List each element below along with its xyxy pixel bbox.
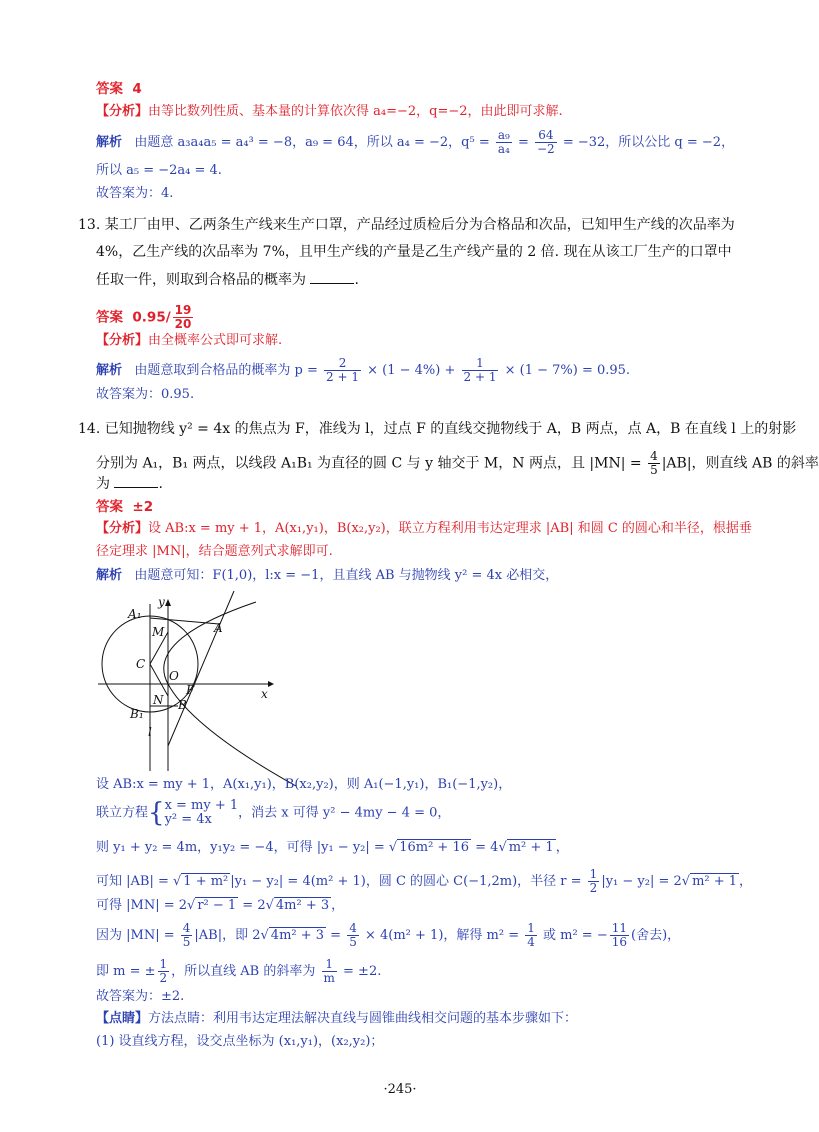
label-f: F xyxy=(186,683,195,697)
answer-value: 4 xyxy=(132,81,142,97)
parabola-circle-figure xyxy=(96,596,276,776)
solution-label: 解析 xyxy=(96,568,123,583)
fraction: $\frac{4}{5}$ xyxy=(349,921,357,949)
solution-label: 解析 xyxy=(96,135,123,150)
radius-cn xyxy=(150,664,168,696)
solution-text: 由题意 a₃a₄a₅ = a₄³ = −8，a₉ = 64，所以 a₄ = −2，q⁵ = xyxy=(134,135,494,150)
label-m: M xyxy=(152,625,165,639)
label-c: C xyxy=(136,657,146,671)
label-n: N xyxy=(153,693,164,707)
q14-step1: 设 AB:x = my + 1，A(x₁,y₁)，B(x₂,y₂)，则 A₁(−1,y₁)，B₁(−1,y₂)， xyxy=(96,777,512,792)
y-axis-arrow xyxy=(165,599,171,606)
tip-tag: 【点睛】 xyxy=(96,1011,149,1026)
fraction: $\frac{1}{2 + 1}$ xyxy=(463,356,497,384)
q13-solution: 解析 由题意取到合格品的概率为 p = $\frac{2}{2 + 1}$ × (1 − 4%) + $\frac{1}{2 + 1}$ × (1 − 7%) = 0.95. xyxy=(96,356,631,384)
q14-step7: 即 m = ± $\frac{1}{2}$ ，所以直线 AB 的斜率为 $\frac{1}{m}$ = ±2. xyxy=(96,957,382,985)
answer-blank xyxy=(310,271,354,284)
label-l: l xyxy=(148,725,152,739)
q14-step4: 可知 |AB| = √ 1 + m² |y₁ − y₂| = 4(m² + 1)，圆 C 的圆心 C(−1,2m)，半径 r = $\frac{1}{2}$ |y₁ − y₂| = 2√ m² + 1 ， xyxy=(96,867,753,895)
q13-question-line3: 任取一件，则取到合格品的概率为 . xyxy=(96,272,359,288)
q14-step5: 可得 |MN| = 2√ r² − 1 = 2√ 4m² + 3 ， xyxy=(96,898,345,913)
q14-analysis-line1: 【分析】设 AB:x = my + 1，A(x₁,y₁)，B(x₂,y₂)，联立方程利用韦达定理求 |AB| 和圆 C 的圆心和半径，根据垂 xyxy=(96,521,752,536)
answer-label: 答案 xyxy=(96,499,123,515)
fraction: $\frac{1}{2}$ xyxy=(159,957,168,985)
label-y: y xyxy=(158,595,165,609)
q14-analysis-line2: 径定理求 |MN|，结合题意列式求解即可. xyxy=(96,544,333,559)
fraction: $\frac{11}{16}$ xyxy=(611,921,628,949)
answer-label: 答案 xyxy=(96,309,123,326)
equation-system: x = my + 1 y² = 4x xyxy=(164,798,239,827)
q14-answer-line xyxy=(96,498,153,516)
fraction: $\frac{1}{2}$ xyxy=(589,867,598,895)
q12-answer-line xyxy=(96,80,142,98)
label-a1: A₁ xyxy=(128,607,142,621)
fraction: $\frac{2}{2 + 1}$ xyxy=(326,356,359,384)
fraction: $\frac{1}{m}$ xyxy=(323,957,335,985)
label-x: x xyxy=(261,687,268,701)
q14-question-line1: 14. 已知抛物线 y² = 4x 的焦点为 F，准线为 l，过点 F 的直线交抛物线于 A，B 两点，点 A，B 在直线 l 上的射影 xyxy=(78,421,797,437)
q14-step6: 因为 |MN| = $\frac{4}{5}$ |AB|，即 2√ 4m² + 3 = $\frac{4}{5}$ × 4(m² + 1)，解得 m² = $\frac{1}{4}$ 或 m² = − $\frac{11}{16}$ (舍去)， xyxy=(96,921,681,949)
answer-label: 答案 xyxy=(96,81,123,97)
q12-conclusion: 故答案为：4. xyxy=(96,186,174,201)
q14-solution-intro: 解析 由题意可知：F(1,0)，l:x = −1，且直线 AB 与抛物线 y² = 4x 必相交， xyxy=(96,568,559,583)
x-axis-arrow xyxy=(268,681,274,687)
q14-tip: 【点睛】方法点睛：利用韦达定理法解决直线与圆锥曲线相交问题的基本步骤如下： xyxy=(96,1011,578,1026)
q13-conclusion: 故答案为：0.95. xyxy=(96,387,195,402)
fraction: $\frac{4}{5}$ xyxy=(182,921,191,949)
answer-value: ±2 xyxy=(132,499,154,515)
q13-analysis xyxy=(96,332,282,350)
fraction: $\frac{64}{-2}$ xyxy=(537,128,555,156)
q14-question-line3: 为 . xyxy=(96,476,163,492)
analysis-tag: 【分析】 xyxy=(96,333,149,348)
q14-question-line2: 分别为 A₁，B₁ 两点，以线段 A₁B₁ 为直径的圆 C 与 y 轴交于 M，N 两点，且 |MN| = $\frac{4}{5}$ |AB|，则直线 AB 的斜率 xyxy=(96,449,819,477)
label-b1: B₁ xyxy=(130,707,144,721)
q13-question-line1: 13. 某工厂由甲、乙两条生产线来生产口罩，产品经过质检后分为合格品和次品，已知甲生产线的次品率为 xyxy=(78,217,735,233)
answer-blank xyxy=(114,475,158,488)
q12-solution-line1: 解析 由题意 a₃a₄a₅ = a₄³ = −8，a₉ = 64，所以 a₄ = −2，q⁵ = $\frac{\text{a₉}}{\text{a₄}}$ = $\frac{64}{-2}$ = −32，所以公比 q = −2， xyxy=(96,128,735,156)
brace-icon: { xyxy=(148,798,165,828)
q13-question-line2: 4%，乙生产线的次品率为 7%，且甲生产线的产量是乙生产线产量的 2 倍. 现在从该工厂生产的口罩中 xyxy=(96,244,732,260)
label-o: O xyxy=(169,669,179,683)
q14-tip-step1: (1) 设直线方程，设交点坐标为 (x₁,y₁)，(x₂,y₂)； xyxy=(96,1034,384,1049)
q12-analysis xyxy=(96,103,563,121)
q14-conclusion: 故答案为：±2. xyxy=(96,989,185,1004)
q14-step2: 联立方程{ x = my + 1 y² = 4x ，消去 x 可得 y² − 4my − 4 = 0， xyxy=(96,798,451,828)
fraction: $\frac{4}{5}$ xyxy=(650,449,658,477)
q13-answer-line xyxy=(96,304,195,331)
solution-label: 解析 xyxy=(96,363,123,378)
fraction: $\frac{1}{4}$ xyxy=(527,921,535,949)
page-number: ·245· xyxy=(383,1082,417,1097)
label-b: B xyxy=(178,698,187,712)
fraction: $\frac{\text{a₉}}{\text{a₄}}$ xyxy=(497,128,510,156)
answer-value: 0.95/ xyxy=(132,309,171,326)
analysis-tag: 【分析】 xyxy=(96,521,149,536)
q12-solution-line2: 所以 a₅ = −2a₄ = 4. xyxy=(96,163,222,178)
analysis-tag: 【分析】 xyxy=(96,104,149,119)
answer-fraction: $\frac{19}{20}$ xyxy=(174,303,192,331)
q14-step3: 则 y₁ + y₂ = 4m，y₁y₂ = −4，可得 |y₁ − y₂| = √ 16m² + 16 = 4√ m² + 1 ， xyxy=(96,840,569,855)
label-a: A xyxy=(214,621,223,635)
analysis-text: 由全概率公式即可求解. xyxy=(148,333,283,348)
analysis-text: 由等比数列性质、基本量的计算依次得 a₄=−2，q=−2，由此即可求解. xyxy=(148,104,563,119)
